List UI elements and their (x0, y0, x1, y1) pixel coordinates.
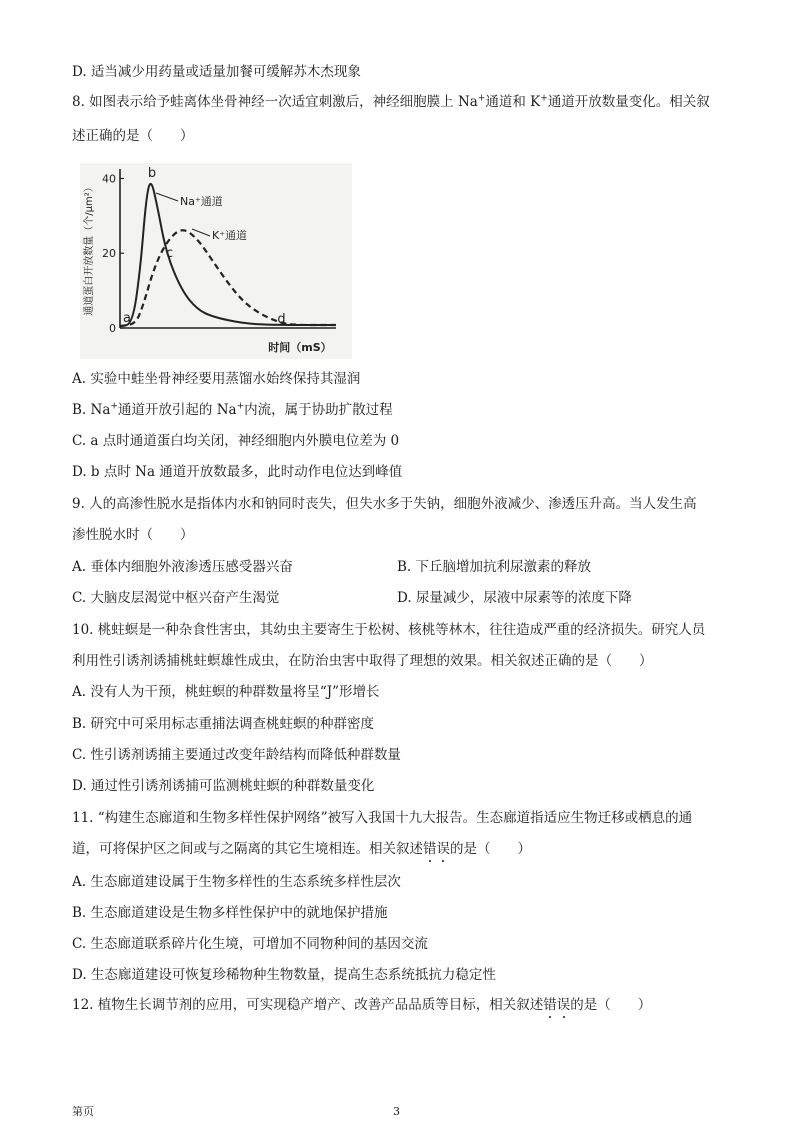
ion-channel-chart (80, 163, 352, 359)
series-label-k-leader (192, 229, 210, 236)
q8-stem-line2: 述正确的是（ ） (72, 128, 194, 144)
q10-option-d: D. 通过性引诱剂诱捕可监测桃蛀螟的种群数量变化 (72, 778, 375, 794)
y-axis-label: 通道蛋白开放数量（个/μm²） (84, 182, 95, 316)
page-number: 3 (393, 1105, 400, 1118)
point-label-d: d (277, 312, 286, 327)
q8-option-d: D. b 点时 Na 通道开放数最多，此时动作电位达到峰值 (72, 464, 403, 480)
q10-option-a: A. 没有人为干预，桃蛀螟的种群数量将呈“J”形增长 (72, 684, 380, 700)
q10-stem-line1: 10. 桃蛀螟是一种杂食性害虫，其幼虫主要寄生于松树、核桃等林木，往往造成严重的经济损失。研究人员 (72, 622, 706, 638)
series-label-na: Na⁺通道 (180, 195, 223, 208)
q8-option-b: B. Na+通道开放引起的 Na+内流，属于协助扩散过程 (72, 401, 393, 418)
na-channel-line (120, 184, 336, 326)
point-label-b: b (147, 166, 157, 181)
y-tick-label: 0 (109, 322, 116, 335)
series-label-k: K⁺通道 (212, 229, 248, 242)
q9-option-a: A. 垂体内细胞外液渗透压感受器兴奋 (72, 559, 293, 575)
y-tick-label: 20 (102, 247, 116, 261)
x-axis-label: 时间（mS） (268, 341, 332, 354)
q11-option-b: B. 生态廊道建设是生物多样性保护中的就地保护措施 (72, 905, 388, 921)
point-label-c: c (165, 246, 174, 262)
q10-stem-line2: 利用性引诱剂诱捕桃蛀螟雄性成虫，在防治虫害中取得了理想的效果。相关叙述正确的是（ ） (72, 653, 653, 669)
q11-stem-line1: 11. “构建生态廊道和生物多样性保护网络”被写入我国十九大报告。生态廊道指适应生物迁移或栖息的通 (72, 810, 693, 826)
chart-svg (80, 163, 352, 359)
q12-stem: 12. 植物生长调节剂的应用，可实现稳产增产、改善产品品质等目标，相关叙述错误的是（ ） (72, 997, 652, 1013)
series-label-na-leader (156, 193, 178, 201)
footer-label: 第页 (72, 1105, 94, 1118)
q11-stem-line2: 道，可将保护区之间或与之隔离的其它生境相连。相关叙述错误的是（ ） (72, 841, 531, 857)
q8-option-a: A. 实验中蛙坐骨神经要用蒸馏水始终保持其湿润 (72, 371, 361, 387)
q8-stem-line1: 8. 如图表示给予蛙离体坐骨神经一次适宜刺激后，神经细胞膜上 Na+通道和 K+通道开放数量变化。相关叙 (72, 93, 710, 110)
q9-option-d: D. 尿量减少，尿液中尿素等的浓度下降 (397, 590, 632, 606)
k-channel-line (120, 230, 336, 326)
q11-option-c: C. 生态廊道联系碎片化生境，可增加不同物种间的基因交流 (72, 936, 428, 952)
q9-option-b: B. 下丘脑增加抗利尿激素的释放 (397, 559, 592, 575)
q9-stem-line2: 渗性脱水时（ ） (72, 527, 194, 543)
q11-option-d: D. 生态廊道建设可恢复珍稀物种生物数量，提高生态系统抵抗力稳定性 (72, 967, 496, 983)
q10-option-b: B. 研究中可采用标志重捕法调查桃蛀螟的种群密度 (72, 716, 375, 732)
q7-option-d: D. 适当减少用药量或适量加餐可缓解苏木杰现象 (72, 64, 361, 80)
point-label-a: a (123, 311, 131, 326)
q11-option-a: A. 生态廊道建设属于生物多样性的生态系统多样性层次 (72, 874, 401, 890)
q9-option-c: C. 大脑皮层渴觉中枢兴奋产生渴觉 (72, 590, 280, 606)
q8-option-c: C. a 点时通道蛋白均关闭，神经细胞内外膜电位差为 0 (72, 433, 400, 449)
q9-stem-line1: 9. 人的高渗性脱水是指体内水和钠同时丧失，但失水多于失钠，细胞外液减少、渗透压升高。当人发生高 (72, 496, 697, 512)
q10-option-c: C. 性引诱剂诱捕主要通过改变年龄结构而降低种群数量 (72, 747, 401, 763)
y-tick-label: 40 (102, 172, 116, 186)
